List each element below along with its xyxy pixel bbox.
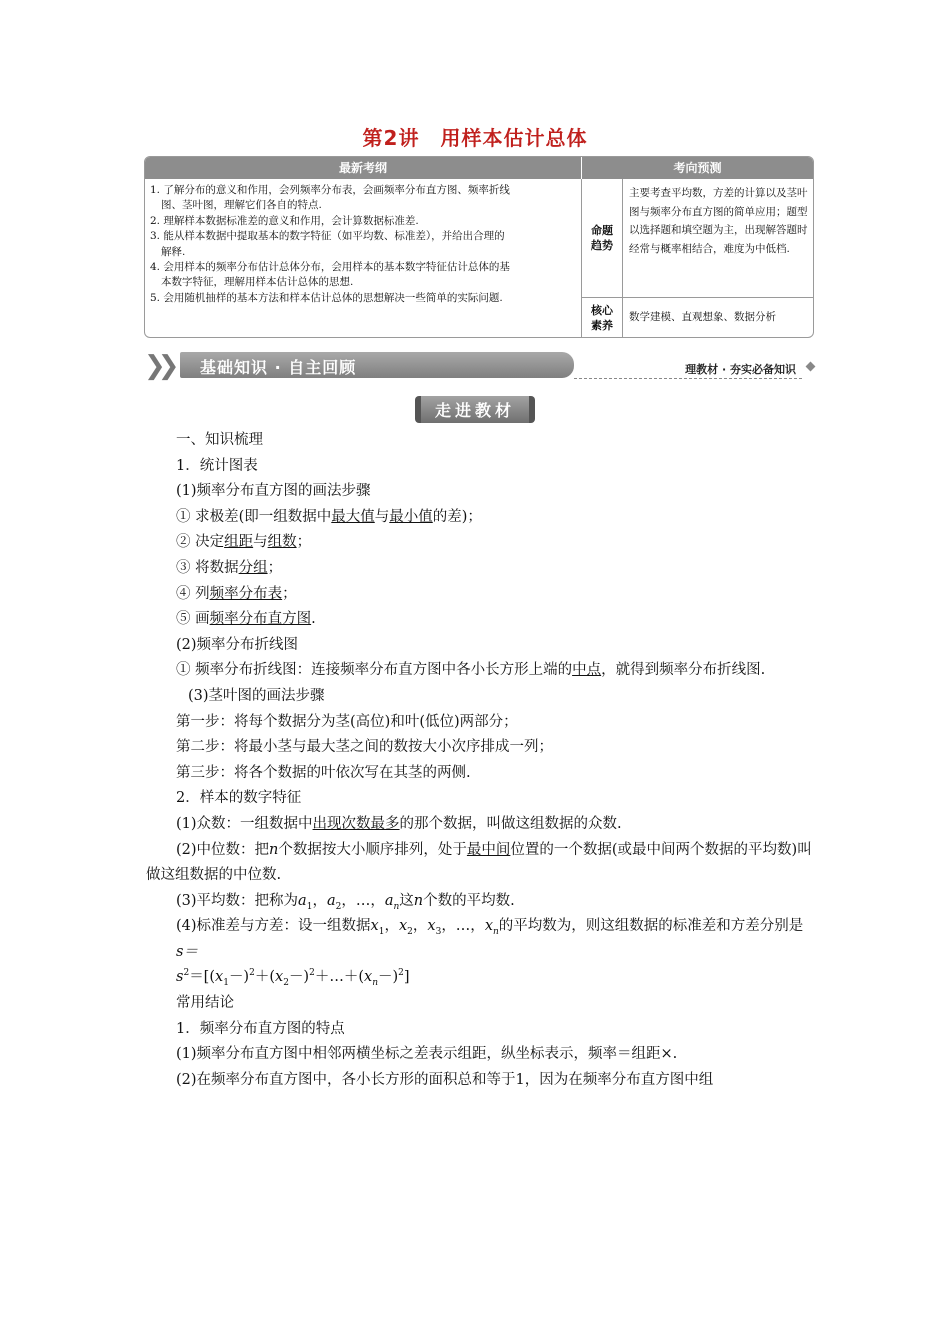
syllabus-line: 本数字特征，理解用样本估计总体的思想.	[161, 276, 354, 289]
subheading: (2)频率分布折线图	[176, 636, 299, 653]
header-exam-forecast: 考向预测	[673, 161, 722, 175]
mode-definition: (1)众数：一组数据中出现次数最多的那个数据，叫做这组数据的众数.	[176, 815, 622, 832]
diamond-icon	[806, 362, 816, 372]
syllabus-line: 5. 会用随机抽样的基本方法和样本估计总体的思想解决一些简单的实际问题.	[150, 291, 503, 304]
step-4: ④ 列频率分布表；	[176, 585, 297, 602]
section-heading	[0, 396, 950, 423]
stem-step-1: 第一步：将每个数据分为茎(高位)和叶(低位)两部分；	[176, 713, 518, 730]
heading: 一、知识梳理	[176, 432, 263, 448]
main-content	[146, 428, 812, 1093]
section-banner	[144, 349, 814, 381]
syllabus-list	[145, 179, 582, 337]
stem-step-3: 第三步：将各个数据的叶依次写在其茎的两侧.	[176, 764, 471, 781]
double-chevron-icon: ❯❯	[144, 351, 172, 381]
median-definition: (2)中位数：把n个数据按大小顺序排列，处于最中间位置的一个数据(或最中间两个数据的平均数)叫做这组数据的中位数.	[146, 841, 812, 884]
outline-header	[145, 157, 813, 179]
paragraph: (2)在频率分布直方图中，各小长方形的面积总和等于1，因为在频率分布直方图中组	[176, 1071, 714, 1088]
step-2: ② 决定组距与组数；	[176, 534, 312, 551]
banner-title: 基础知识 · 自主回顾	[200, 358, 357, 377]
syllabus-line: 1. 了解分布的意义和作用，会列频率分布表，会画频率分布直方图、频率折线	[150, 184, 510, 196]
formula-variance: $s^2=[(x_1-)^2+(x_2-)^2+\dots+(x_n-)^2]$	[176, 968, 410, 989]
heading: 2．样本的数字特征	[176, 790, 302, 807]
syllabus-line: 解释.	[161, 245, 186, 258]
std-definition: (4)标准差与方差：设一组数据$x_1$，$x_2$，$x_3$，…，$x_n$的平均数为，则这组数据的标准差和方差分别是	[176, 918, 804, 938]
step-1: ① 求极差(即一组数据中最大值与最小值的差)；	[176, 508, 482, 525]
syllabus-line: 2. 理解样本数据标准差的意义和作用，会计算数据标准差.	[150, 214, 419, 227]
outline-table	[144, 156, 814, 338]
heading: 常用结论	[176, 995, 234, 1012]
mean-definition: (3)平均数：把称为$a_1$，$a_2$，…，$a_n$这n个数的平均数.	[176, 892, 515, 912]
page-title: 第2讲 用样本估计总体	[362, 126, 588, 150]
syllabus-line: 3. 能从样本数据中提取基本的数字特征（如平均数、标准差），并给出合理的	[150, 230, 505, 243]
subheading: (3)茎叶图的画法步骤	[188, 687, 325, 704]
banner-subtitle: 理教材 · 夯实必备知识	[685, 363, 796, 376]
trend-label: 命题 趋势	[582, 179, 623, 297]
core-label: 核心 素养	[582, 298, 623, 337]
core-row	[582, 298, 813, 337]
core-text: 数学建模、直观想象、数据分析	[629, 311, 776, 323]
header-latest-syllabus: 最新考纲	[145, 157, 582, 179]
banner-divider	[574, 378, 802, 379]
step-3: ③ 将数据分组；	[176, 559, 283, 576]
heading: 1．频率分布直方图的特点	[176, 1020, 345, 1037]
syllabus-line: 图、茎叶图，理解它们各自的特点.	[161, 199, 322, 212]
paragraph: (1)频率分布直方图中相邻两横坐标之差表示组距，纵坐标表示，频率＝组距×.	[176, 1046, 678, 1063]
formula-std: s＝	[176, 943, 198, 960]
stem-step-2: 第二步：将最小茎与最大茎之间的数按大小次序排成一列；	[176, 739, 553, 756]
trend-text: 主要考查平均数，方差的计算以及茎叶图与频率分布直方图的简单应用；题型以选择题和填空题为主，出现解答题时经常与概率相结合，难度为中低档.	[629, 187, 808, 255]
subheading: (1)频率分布直方图的画法步骤	[176, 483, 371, 500]
paragraph: ① 频率分布折线图：连接频率分布直方图中各小长方形上端的中点，就得到频率分布折线图.	[176, 662, 766, 679]
step-5: ⑤ 画频率分布直方图.	[176, 611, 316, 628]
syllabus-line: 4. 会用样本的频率分布估计总体分布，会用样本的基本数字特征估计总体的基	[150, 261, 510, 274]
section-heading-label: 走进教材	[415, 396, 535, 423]
heading: 1．统计图表	[176, 457, 258, 474]
trend-row	[582, 179, 813, 298]
